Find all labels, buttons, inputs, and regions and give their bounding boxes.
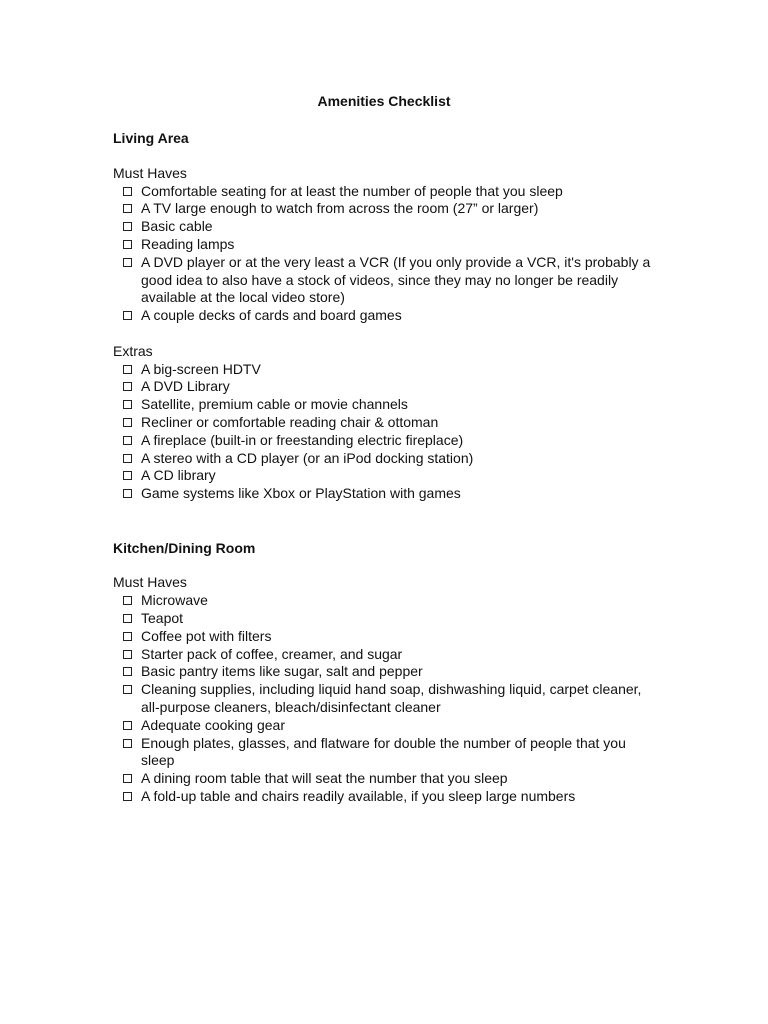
checkbox-icon xyxy=(123,382,132,391)
checklist-item xyxy=(113,307,653,325)
checklist-item-text: A couple decks of cards and board games xyxy=(141,307,402,324)
checklist-item-text: A DVD Library xyxy=(141,378,230,395)
checkbox-icon xyxy=(123,632,132,641)
checklist-item xyxy=(113,361,653,379)
section-kitchen-dining xyxy=(113,539,653,806)
checklist-item-text: A CD library xyxy=(141,467,216,484)
checkbox-icon xyxy=(123,365,132,374)
checklist-item xyxy=(113,610,653,628)
checklist-item xyxy=(113,200,653,218)
checkbox-icon xyxy=(123,454,132,463)
checklist-item-text: A DVD player or at the very least a VCR (If you only provide a VCR, it's probably a good idea to also have a stock of videos, since they may no longer be readily available at the local video store) xyxy=(141,253,651,306)
checkbox-icon xyxy=(123,489,132,498)
section-title: Kitchen/Dining Room xyxy=(113,539,256,556)
checkbox-icon xyxy=(123,614,132,623)
checklist-living-must-haves xyxy=(113,183,653,325)
checklist-item xyxy=(113,717,653,735)
checkbox-icon xyxy=(123,721,132,730)
checklist-item xyxy=(113,414,653,432)
checklist-item xyxy=(113,646,653,664)
checkbox-icon xyxy=(123,204,132,213)
checklist-item xyxy=(113,681,653,717)
checkbox-icon xyxy=(123,650,132,659)
checklist-item-text: Comfortable seating for at least the number of people that you sleep xyxy=(141,182,563,199)
checkbox-icon xyxy=(123,436,132,445)
checkbox-icon xyxy=(123,471,132,480)
checkbox-icon xyxy=(123,667,132,676)
checklist-item-text: Game systems like Xbox or PlayStation with games xyxy=(141,485,461,502)
checklist-item-text: Teapot xyxy=(141,609,184,626)
checkbox-icon xyxy=(123,739,132,748)
section-living-area xyxy=(113,129,653,503)
checklist-item xyxy=(113,378,653,396)
checkbox-icon xyxy=(123,792,132,801)
checklist-item-text: Enough plates, glasses, and flatware for double the number of people that you sleep xyxy=(141,734,626,769)
checklist-kitchen-must-haves xyxy=(113,592,653,806)
checklist-item xyxy=(113,663,653,681)
checklist-living-extras xyxy=(113,361,653,503)
checklist-item xyxy=(113,432,653,450)
checklist-item-text: A dining room table that will seat the number that you sleep xyxy=(141,770,508,787)
checkbox-icon xyxy=(123,222,132,231)
checklist-item xyxy=(113,450,653,468)
checklist-item-text: A fold-up table and chairs readily available, if you sleep large numbers xyxy=(141,787,576,804)
group-title-must-haves: Must Haves xyxy=(113,574,187,591)
checklist-item xyxy=(113,788,653,806)
checklist-item xyxy=(113,467,653,485)
checklist-item-text: Basic cable xyxy=(141,218,213,235)
section-title: Living Area xyxy=(113,130,189,146)
checkbox-icon xyxy=(123,240,132,249)
checklist-item xyxy=(113,735,653,771)
checkbox-icon xyxy=(123,596,132,605)
group-title-extras: Extras xyxy=(113,342,153,359)
checkbox-icon xyxy=(123,311,132,320)
checklist-item xyxy=(113,770,653,788)
checklist-item-text: A fireplace (built-in or freestanding electric fireplace) xyxy=(141,431,464,448)
checklist-item-text: Recliner or comfortable reading chair & ottoman xyxy=(141,413,439,430)
checkbox-icon xyxy=(123,258,132,267)
checkbox-icon xyxy=(123,774,132,783)
checklist-item-text: A big-screen HDTV xyxy=(141,360,261,377)
checklist-item-text: Microwave xyxy=(141,592,208,609)
checklist-item xyxy=(113,628,653,646)
checklist-item-text: Starter pack of coffee, creamer, and sugar xyxy=(141,645,403,662)
document-body xyxy=(113,129,653,806)
checkbox-icon xyxy=(123,187,132,196)
checklist-item xyxy=(113,218,653,236)
checkbox-icon xyxy=(123,685,132,694)
checklist-item-text: Reading lamps xyxy=(141,235,235,252)
checklist-item-text: A stereo with a CD player (or an iPod docking station) xyxy=(141,449,474,466)
checklist-item-text: Adequate cooking gear xyxy=(141,716,285,733)
checklist-item-text: Basic pantry items like sugar, salt and pepper xyxy=(141,663,423,680)
group-title-must-haves: Must Haves xyxy=(113,164,187,181)
checklist-item xyxy=(113,236,653,254)
checklist-item-text: Coffee pot with filters xyxy=(141,627,272,644)
checklist-item-text: Satellite, premium cable or movie channels xyxy=(141,396,408,413)
checklist-item xyxy=(113,183,653,201)
checklist-item-text: A TV large enough to watch from across the room (27” or larger) xyxy=(141,200,539,217)
checklist-item xyxy=(113,485,653,503)
document-title: Amenities Checklist xyxy=(317,93,451,109)
checkbox-icon xyxy=(123,400,132,409)
checklist-item xyxy=(113,254,653,307)
checklist-item-text: Cleaning supplies, including liquid hand soap, dishwashing liquid, carpet cleaner, all-purpose cleaners, bleach/disinfectant cleaner xyxy=(141,681,642,715)
checklist-item xyxy=(113,592,653,610)
checklist-item xyxy=(113,396,653,414)
checkbox-icon xyxy=(123,418,132,427)
